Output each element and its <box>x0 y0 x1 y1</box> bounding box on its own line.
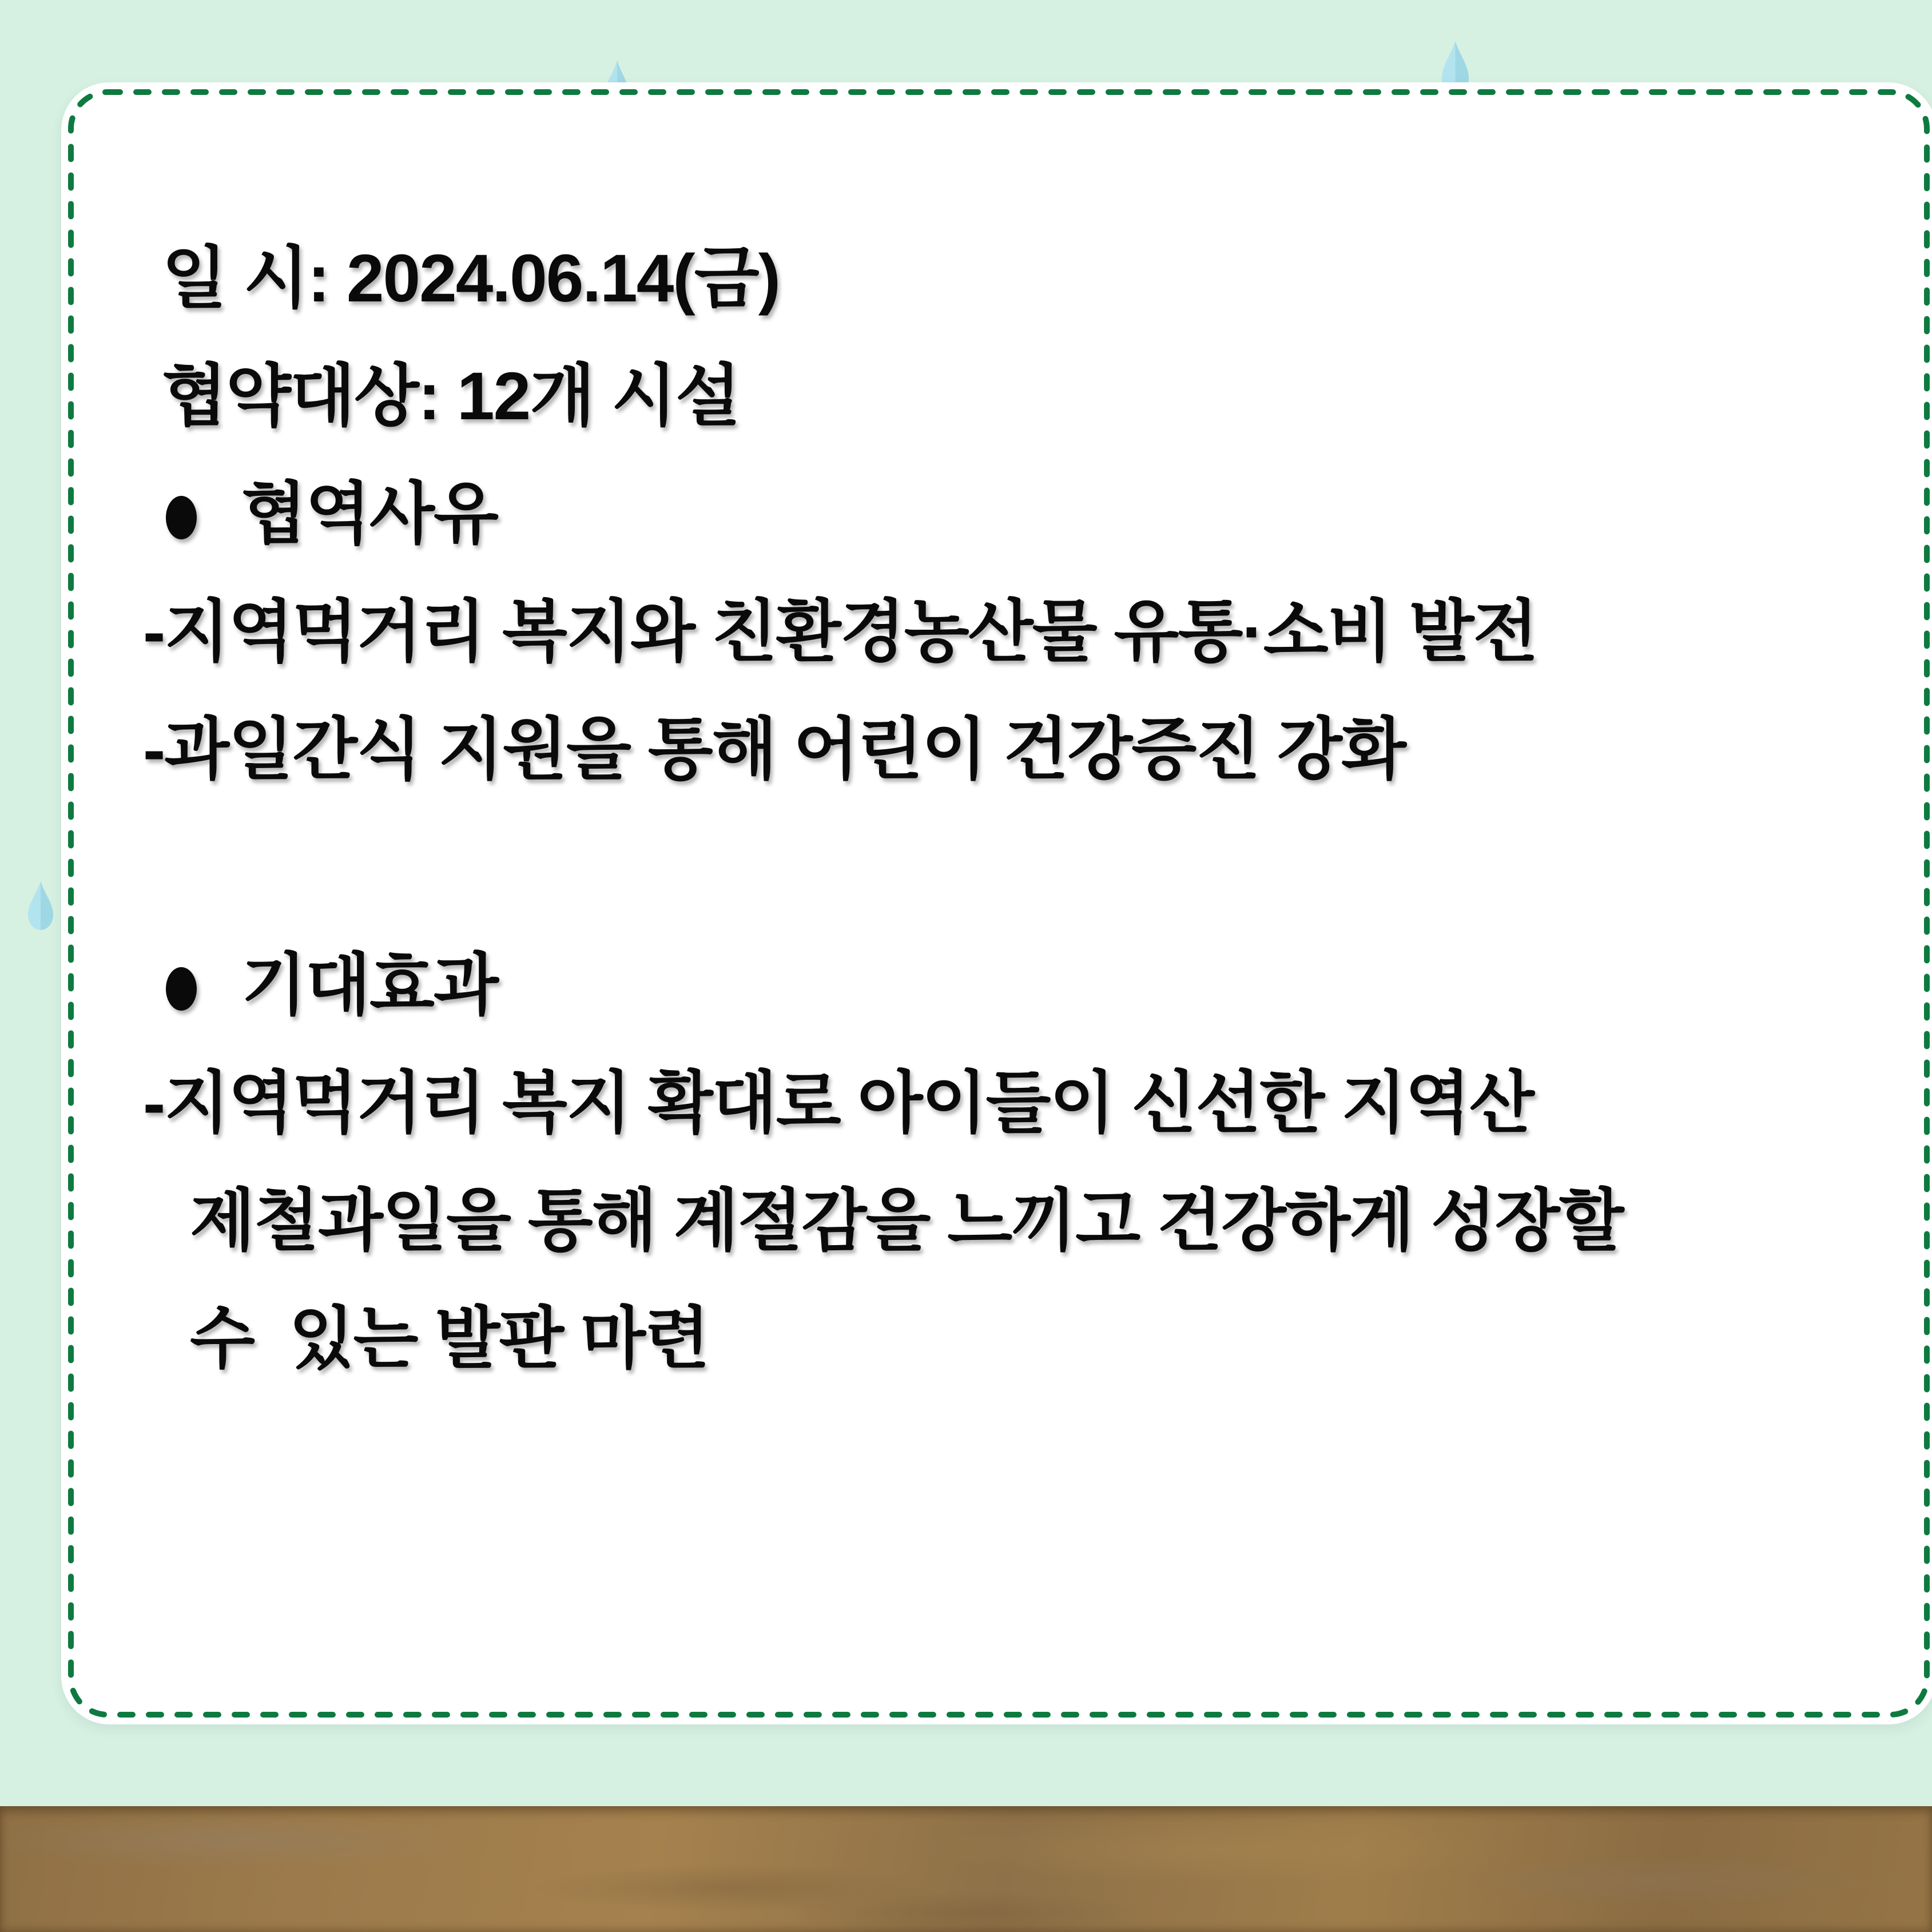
text-line-label: 협역사유 <box>241 476 498 552</box>
text-line-label: 수 있는 발판 마련 <box>190 1301 709 1377</box>
text-line <box>143 691 1885 809</box>
text-line-label: 기대효과 <box>241 948 498 1023</box>
text-line-label: -지역먹거리 복지와 친환경농산물 유통·소비 발전 <box>143 594 1537 670</box>
text-line-label: -지역먹거리 복지 확대로 아이들이 신선한 지역산 <box>143 1066 1533 1141</box>
text-block <box>143 220 1885 1398</box>
wood-table-surface <box>0 1806 1932 1932</box>
text-line-label: 제철과일을 통해 계절감을 느끼고 건강하게 성장할 <box>190 1183 1623 1259</box>
text-line <box>143 220 1885 337</box>
content-card <box>61 82 1932 1724</box>
text-line <box>143 1044 1885 1162</box>
text-line <box>143 455 1885 573</box>
text-line <box>143 1280 1885 1398</box>
bullet-icon <box>166 967 197 1011</box>
bullet-icon <box>166 496 197 539</box>
text-line <box>143 337 1885 455</box>
water-drop-icon <box>28 881 53 930</box>
blank-line <box>143 809 1885 927</box>
text-line <box>143 573 1885 691</box>
text-line <box>143 927 1885 1044</box>
text-line-label: -과일간식 지원을 통해 어린이 건강증진 강화 <box>143 712 1406 788</box>
text-line <box>143 1162 1885 1280</box>
text-line-label: 일 시: 2024.06.14(금) <box>162 241 780 316</box>
text-line-label: 협약대상: 12개 시설 <box>162 359 740 434</box>
